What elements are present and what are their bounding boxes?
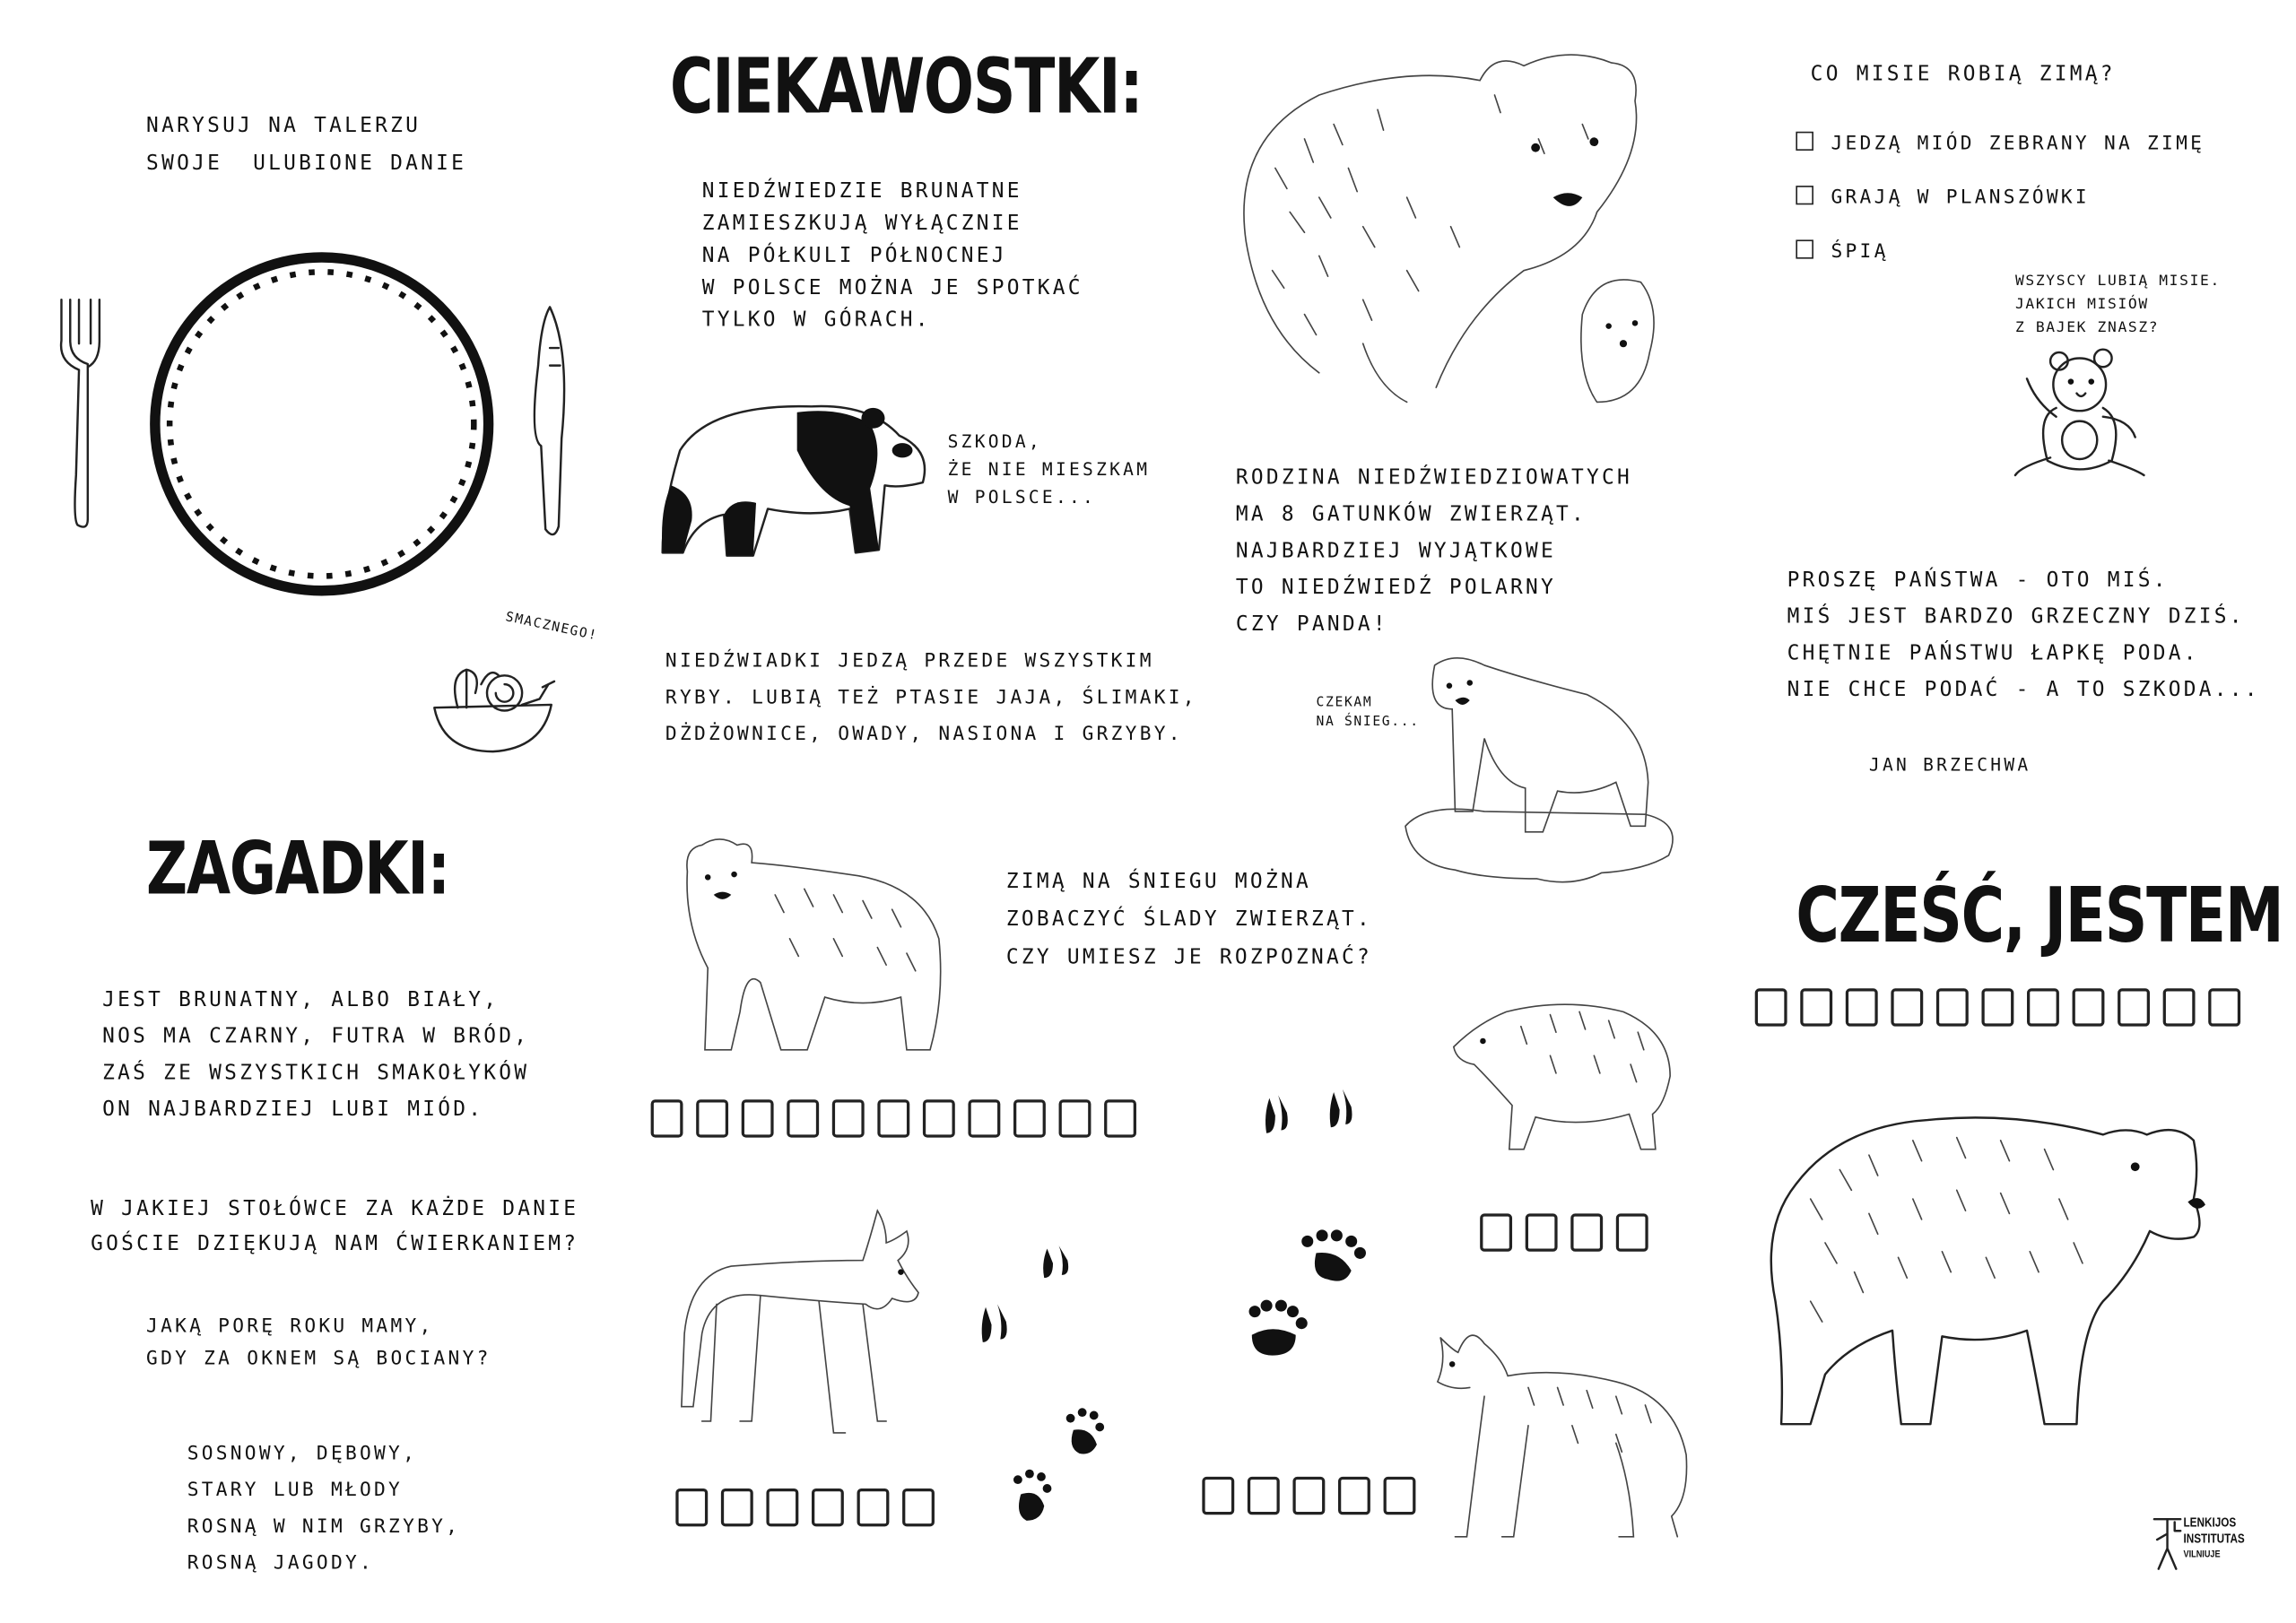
logo-line: INSTITUTAS (2183, 1531, 2245, 1546)
letter-box[interactable] (651, 1099, 683, 1137)
option-label: JEDZĄ MIÓD ZEBRANY NA ZIMĘ (1831, 133, 2205, 155)
riddle-4 (187, 1436, 460, 1582)
fact-line: RYBY. LUBIĄ TEŻ PTASIE JAJA, ŚLIMAKI, (665, 687, 1197, 709)
winter-question-title: CO MISIE ROBIĄ ZIMĄ? (1810, 63, 2116, 87)
poem-line: MIŚ JEST BARDZO GRZECZNY DZIŚ. (1787, 605, 2245, 629)
diet-fact (665, 643, 1197, 752)
name-boxes[interactable] (1755, 988, 2254, 1026)
riddle-line: JEST BRUNATNY, ALBO BIAŁY, (102, 988, 500, 1012)
fork-icon (58, 299, 117, 534)
letter-box[interactable] (2163, 988, 2196, 1026)
poem-line: NIE CHCE PODAĆ - A TO SZKODA... (1787, 678, 2260, 702)
letter-box[interactable] (1059, 1099, 1091, 1137)
fact-line: DŻDŻOWNICE, OWADY, NASIONA I GRZYBY. (665, 724, 1183, 746)
polar-bear (1396, 651, 1689, 899)
fact-line: NIEDŹWIEDZIE BRUNATNE (701, 179, 1022, 204)
letter-box[interactable] (1104, 1099, 1136, 1137)
letter-box[interactable] (923, 1099, 955, 1137)
letter-box[interactable] (1616, 1213, 1648, 1251)
letter-box[interactable] (1202, 1477, 1234, 1515)
poem (1787, 563, 2260, 709)
riddle-2 (91, 1192, 578, 1262)
answer-boxes-wolf[interactable] (1202, 1477, 1429, 1515)
letter-box[interactable] (1384, 1477, 1416, 1515)
letter-box[interactable] (766, 1488, 798, 1526)
letter-box[interactable] (1292, 1477, 1325, 1515)
answer-boxes-bear[interactable] (651, 1099, 1150, 1137)
letter-box[interactable] (1570, 1213, 1603, 1251)
wolf (1426, 1324, 1704, 1543)
speech-line: NA ŚNIEG... (1316, 715, 1420, 730)
letter-box[interactable] (1755, 988, 1787, 1026)
letter-box[interactable] (1526, 1213, 1558, 1251)
smacznego-label: SMACZNEGO! (504, 610, 599, 645)
letter-box[interactable] (1480, 1213, 1512, 1251)
riddle-line: ON NAJBARDZIEJ LUBI MIÓD. (102, 1098, 484, 1122)
prompt-line: ZOBACZYĆ ŚLADY ZWIERZĄT. (1005, 907, 1372, 932)
letter-box[interactable] (832, 1099, 865, 1137)
fact-line: W POLSCE MOŻNA JE SPOTKAĆ (701, 276, 1083, 300)
tracks-prompt (1006, 863, 1372, 976)
brown-bear-fact (702, 176, 1083, 336)
riddle-line: W JAKIEJ STOŁÓWCE ZA KAŻDE DANIE (91, 1197, 579, 1221)
letter-box[interactable] (2073, 988, 2105, 1026)
hoof-prints (1257, 1089, 1360, 1141)
poem-line: PROSZĘ PAŃSTWA - OTO MIŚ. (1787, 568, 2169, 593)
teddy-speech (2015, 271, 2221, 341)
speech-line: WSZYSCY LUBIĄ MISIE. (2014, 273, 2221, 290)
letter-box[interactable] (2027, 988, 2059, 1026)
letter-box[interactable] (1891, 988, 1923, 1026)
letter-box[interactable] (857, 1488, 890, 1526)
fact-line: NAJBARDZIEJ WYJĄTKOWE (1235, 539, 1556, 563)
prompt-line: CZY UMIESZ JE ROZPOZNAĆ? (1005, 945, 1372, 970)
poem-line: CHĘTNIE PAŃSTWU ŁAPKĘ PODA. (1787, 641, 2199, 665)
brown-bear (1231, 51, 1670, 417)
fact-line: ZAMIESZKUJĄ WYŁĄCZNIE (701, 212, 1022, 236)
boar (1448, 997, 1682, 1158)
institute-logo-text (2183, 1515, 2244, 1563)
speech-line: JAKICH MISIÓW (2014, 297, 2149, 313)
panda-speech (948, 429, 1151, 512)
option-label: GRAJĄ W PLANSZÓWKI (1831, 187, 2090, 210)
plate-instruction-line: NARYSUJ NA TALERZU (146, 114, 422, 138)
riddle-1 (102, 983, 529, 1129)
answer-boxes-deer[interactable] (675, 1488, 947, 1526)
fact-line: NA PÓŁKULI PÓŁNOCNEJ (701, 244, 1007, 268)
letter-box[interactable] (968, 1099, 1000, 1137)
letter-box[interactable] (787, 1099, 819, 1137)
fact-line: RODZINA NIEDŹWIEDZIOWATYCH (1235, 466, 1633, 490)
logo-line: LENKIJOS (2183, 1515, 2237, 1530)
letter-box[interactable] (1800, 988, 1832, 1026)
logo-line: VILNIUJE (2183, 1549, 2221, 1560)
speech-line: CZEKAM (1316, 696, 1373, 711)
plate-instruction-line: SWOJE ULUBIONE DANIE (146, 152, 467, 176)
letter-box[interactable] (877, 1099, 909, 1137)
speech-line: ŻE NIE MIESZKAM (947, 459, 1151, 480)
riddle-line: STARY LUB MŁODY (187, 1480, 404, 1502)
brown-bear (1767, 1111, 2220, 1433)
letter-box[interactable] (1013, 1099, 1046, 1137)
riddle-line: GOŚCIE DZIĘKUJĄ NAM ĆWIERKANIEM? (91, 1232, 579, 1256)
fact-line: TO NIEDŹWIEDŹ POLARNY (1235, 576, 1556, 600)
option-label: ŚPIĄ (1831, 241, 1889, 264)
riddles-title: ZAGADKI: (146, 826, 449, 911)
letter-box[interactable] (812, 1488, 844, 1526)
winter-option[interactable] (1796, 237, 1888, 269)
speech-line: W POLSCE... (947, 486, 1097, 508)
winter-option[interactable] (1796, 183, 2090, 215)
riddle-line: SOSNOWY, DĘBOWY, (187, 1443, 418, 1465)
plate-icon (146, 248, 497, 599)
prompt-line: ZIMĄ NA ŚNIEGU MOŻNA (1005, 870, 1311, 894)
letter-box[interactable] (1338, 1477, 1370, 1515)
roe-deer (673, 1202, 936, 1450)
winter-option[interactable] (1796, 128, 2205, 161)
institute-logo (2152, 1514, 2184, 1572)
hoof-prints (965, 1243, 1082, 1359)
letter-box[interactable] (902, 1488, 935, 1526)
letter-box[interactable] (721, 1488, 753, 1526)
knife-icon (529, 307, 573, 541)
letter-box[interactable] (696, 1099, 728, 1137)
speech-line: Z BAJEK ZNASZ? (2014, 320, 2160, 337)
paw-prints (1009, 1403, 1126, 1528)
family-fact (1236, 461, 1632, 644)
paw-prints (1243, 1221, 1389, 1360)
answer-boxes-boar[interactable] (1480, 1213, 1661, 1251)
fact-line: TYLKO W GÓRACH. (701, 308, 931, 333)
letter-box[interactable] (675, 1488, 708, 1526)
riddle-line: NOS MA CZARNY, FUTRA W BRÓD, (102, 1025, 530, 1049)
poem-author: JAN BRZECHWA (1868, 754, 2031, 776)
letter-box[interactable] (1846, 988, 1878, 1026)
riddle-line: ZAŚ ZE WSZYSTKICH SMAKOŁYKÓW (102, 1061, 530, 1085)
fact-line: MA 8 GATUNKÓW ZWIERZĄT. (1235, 502, 1587, 527)
letter-box[interactable] (742, 1099, 774, 1137)
plate-instruction (146, 107, 466, 183)
fact-line: CZY PANDA! (1235, 612, 1388, 637)
riddle-line: ROSNĄ JAGODY. (187, 1552, 375, 1575)
riddle-3 (146, 1312, 491, 1376)
checkbox[interactable] (1796, 132, 1813, 151)
facts-title: CIEKAWOSTKI: (669, 43, 1143, 132)
letter-box[interactable] (1248, 1477, 1280, 1515)
speech-line: SZKODA, (947, 431, 1042, 452)
fact-line: NIEDŹWIADKI JEDZĄ PRZEDE WSZYSTKIM (665, 650, 1154, 673)
intro-title: CZEŚĆ, JESTEM (1796, 872, 2283, 961)
riddle-line: JAKĄ PORĘ ROKU MAMY, (146, 1315, 434, 1338)
letter-box[interactable] (2118, 988, 2150, 1026)
brown-bear (673, 837, 951, 1056)
letter-box[interactable] (2208, 988, 2240, 1026)
letter-box[interactable] (1936, 988, 1969, 1026)
teddy-bear (2006, 343, 2152, 490)
checkbox[interactable] (1796, 186, 1813, 204)
letter-box[interactable] (1981, 988, 2013, 1026)
panda (651, 392, 936, 564)
snail-bowl (417, 655, 578, 758)
riddle-line: ROSNĄ W NIM GRZYBY, (187, 1515, 461, 1539)
checkbox[interactable] (1796, 239, 1813, 258)
riddle-line: GDY ZA OKNEM SĄ BOCIANY? (146, 1348, 491, 1370)
